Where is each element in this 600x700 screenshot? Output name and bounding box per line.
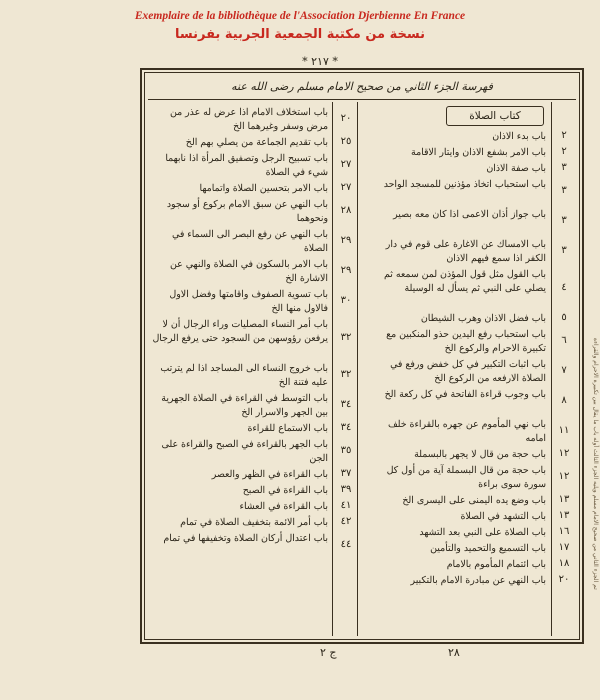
entry-page-number: ١٣ — [558, 494, 570, 505]
entry-page-number: ٤٢ — [340, 516, 352, 527]
entry-page-number: ٢ — [561, 146, 567, 157]
right-column — [366, 102, 576, 636]
index-entry — [148, 484, 358, 498]
index-entry — [366, 358, 576, 386]
entry-page-number: ١٣ — [558, 510, 570, 521]
entry-title: باب اثبات التكبير في كل خفض ورفع في الصلاة الارفعه من الركوع الخ — [390, 359, 546, 384]
entry-page-number: ٨ — [561, 395, 567, 406]
index-entry — [148, 500, 358, 514]
entry-title: باب الامر بتحسين الصلاة واتمامها — [199, 183, 328, 194]
entry-page-number: ٣٤ — [340, 422, 352, 433]
index-entry — [366, 162, 576, 176]
entry-title: باب وجوب قراءة الفاتحة في كل ركعة الخ — [384, 389, 546, 400]
entry-page-number: ٦ — [561, 335, 567, 346]
entry-page-number: ١٦ — [558, 526, 570, 537]
index-entry — [366, 268, 576, 310]
entry-page-number: ١٢ — [558, 471, 570, 482]
entry-page-number: ٣٠ — [340, 295, 352, 306]
index-entry — [148, 152, 358, 180]
entry-page-number: ١٨ — [558, 558, 570, 569]
index-entry — [366, 146, 576, 160]
footer-volume: ج ٢ — [320, 646, 337, 659]
index-entry — [148, 468, 358, 482]
entry-title: باب استحباب رفع اليدين حذو المنكبين مع تكبيرة الاحرام والركوع الخ — [386, 329, 546, 354]
entry-title: باب التشهد في الصلاة — [460, 511, 546, 522]
entry-title: باب التسميع والتحميد والتأمين — [430, 543, 546, 554]
index-entry — [366, 238, 576, 266]
entry-title: باب الامر بشفع الاذان وايتار الاقامة — [411, 147, 546, 158]
index-entry — [366, 448, 576, 462]
entry-title: باب حجة من قال لا يجهر بالبسملة — [414, 449, 546, 460]
entry-title: باب القراءة في الصبح — [242, 485, 328, 496]
index-entry — [366, 388, 576, 416]
margin-note: تم الجزء الثاني من صحيح الامام مسلم ويليه الجزء الثالث أوله باب ما يقال بين تكبيرة الاحرام والقراءة — [592, 338, 599, 590]
index-entry — [366, 418, 576, 446]
entry-page-number: ٢٠ — [340, 113, 352, 124]
index-entry — [366, 130, 576, 144]
page-number: * ٢١٧ * — [302, 55, 338, 68]
entry-title: باب خروج النساء الى المساجد اذا لم يترتب عليه فتنة الخ — [160, 363, 328, 388]
index-entry — [148, 106, 358, 134]
footer-signature: ٢٨ — [448, 646, 460, 659]
entry-page-number: ٢٧ — [340, 159, 352, 170]
entry-page-number: ٣ — [561, 245, 567, 256]
entry-page-number: ٢ — [561, 130, 567, 141]
entry-title: باب نهي المأموم عن جهره بالقراءة خلف امامه — [387, 419, 546, 444]
index-entry — [366, 312, 576, 326]
index-entry — [148, 182, 358, 196]
entry-title: باب أمر النساء المصليات وراء الرجال أن لا يرفعن رؤوسهن من السجود حتى يرفع الرجال — [152, 319, 328, 344]
left-column — [148, 102, 358, 636]
index-entry — [366, 510, 576, 524]
entry-title: باب جواز أذان الاعمى اذا كان معه بصير — [393, 209, 546, 220]
entry-title: باب أمر الائمة بتخفيف الصلاة في تمام — [180, 517, 328, 528]
index-entry — [148, 288, 358, 316]
entry-title: باب الجهر بالقراءة في الصبح والقراءة على الجن — [161, 439, 328, 464]
entry-title: باب الصلاة على النبي بعد التشهد — [419, 527, 546, 538]
entry-page-number: ٢٠ — [558, 574, 570, 585]
entry-title: باب القول مثل قول المؤذن لمن سمعه ثم يصلي على النبي ثم يسأل له الوسيلة — [384, 269, 546, 294]
entry-page-number: ٣ — [561, 162, 567, 173]
entry-page-number: ١٧ — [558, 542, 570, 553]
entry-title: باب فضل الاذان وهرب الشيطان — [420, 313, 546, 324]
entry-page-number: ٣٧ — [340, 468, 352, 479]
index-entry — [148, 362, 358, 390]
entry-title: باب حجة من قال البسملة آية من أول كل سورة سوى براءة — [386, 465, 546, 490]
entry-title: باب القراءة في العشاء — [239, 501, 328, 512]
index-entry — [366, 558, 576, 572]
index-entry — [148, 422, 358, 436]
index-entry — [366, 542, 576, 556]
entry-page-number: ١١ — [558, 425, 570, 436]
entry-page-number: ٢٩ — [340, 235, 352, 246]
entry-page-number: ٧ — [561, 365, 567, 376]
index-entry — [366, 526, 576, 540]
entry-page-number: ٣٢ — [340, 369, 352, 380]
entry-title: باب استخلاف الامام اذا عرض له عذر من مرض وسفر وغيرهما الخ — [169, 107, 328, 132]
entry-page-number: ٤١ — [340, 500, 352, 511]
entry-title: باب تسبيح الرجل وتصفيق المرأة اذا نابهما شيء في الصلاة — [165, 153, 328, 178]
index-entry — [366, 328, 576, 356]
index-entry — [148, 532, 358, 560]
entry-page-number: ٣ — [561, 215, 567, 226]
entry-title: باب الاستماع للقراءة — [247, 423, 328, 434]
entry-title: باب التوسط في القراءة في الصلاة الجهرية بين الجهر والاسرار الخ — [161, 393, 328, 418]
entry-title: باب صفة الاذان — [486, 163, 546, 174]
index-entry — [366, 574, 576, 588]
entry-title: باب النهي عن سبق الامام بركوع أو سجود ونحوهما — [166, 199, 328, 224]
entry-page-number: ٢٧ — [340, 182, 352, 193]
entry-title: باب القراءة في الظهر والعصر — [211, 469, 328, 480]
entry-title: باب استحباب اتخاذ مؤذنين للمسجد الواحد — [383, 179, 546, 190]
index-entry — [366, 494, 576, 508]
index-entry — [148, 136, 358, 150]
entry-page-number: ٣٥ — [340, 445, 352, 456]
index-entry — [366, 208, 576, 236]
index-table-frame — [140, 68, 584, 644]
entry-title: باب تقديم الجماعة من يصلي بهم الخ — [185, 137, 328, 148]
page-header-title: فهرسة الجزء الثاني من صحيح الامام مسلم رضى الله عنه — [148, 75, 576, 100]
entry-page-number: ٣ — [561, 185, 567, 196]
entry-title: باب النهي عن رفع البصر الى السماء في الصلاة — [172, 229, 328, 254]
entry-title: باب تسوية الصفوف واقامتها وفضل الاول فالاول منها الخ — [169, 289, 328, 314]
index-entry — [148, 392, 358, 420]
entry-title: باب الامساك عن الاغارة على قوم في دار الكفر اذا سمع فيهم الاذان — [385, 239, 546, 264]
entry-page-number: ٢٩ — [340, 265, 352, 276]
entry-title: باب الامر بالسكون في الصلاة والنهي عن الاشارة الخ — [170, 259, 328, 284]
index-entry — [148, 318, 358, 360]
entry-page-number: ٤ — [561, 282, 567, 293]
entry-page-number: ٣٩ — [340, 484, 352, 495]
index-entry — [366, 178, 576, 206]
entry-page-number: ٣٢ — [340, 332, 352, 343]
library-stamp-arabic: نسخة من مكتبة الجمعية الجربية بفرنسا — [175, 27, 425, 42]
entry-page-number: ١٢ — [558, 448, 570, 459]
entry-page-number: ٢٨ — [340, 205, 352, 216]
entry-title: باب اعتدال أركان الصلاة وتخفيفها في تمام — [163, 533, 328, 544]
entry-page-number: ٤٤ — [340, 539, 352, 550]
index-entry — [366, 464, 576, 492]
library-stamp-french: Exemplaire de la bibliothèque de l'Association Djerbienne En France — [134, 10, 466, 22]
entry-title: باب بدء الاذان — [492, 131, 546, 142]
entry-title: باب النهي عن مبادرة الامام بالتكبير — [410, 575, 546, 586]
index-entry — [148, 198, 358, 226]
entry-title: باب وضع يده اليمنى على اليسرى الخ — [402, 495, 546, 506]
index-entry — [148, 228, 358, 256]
section-title: كتاب الصلاة — [446, 106, 544, 126]
entry-title: باب ائتمام المأموم بالامام — [446, 559, 546, 570]
entry-page-number: ٢٥ — [340, 136, 352, 147]
index-entry — [148, 258, 358, 286]
entry-page-number: ٥ — [561, 312, 567, 323]
index-entry — [148, 516, 358, 530]
index-entry — [148, 438, 358, 466]
entry-page-number: ٣٤ — [340, 399, 352, 410]
